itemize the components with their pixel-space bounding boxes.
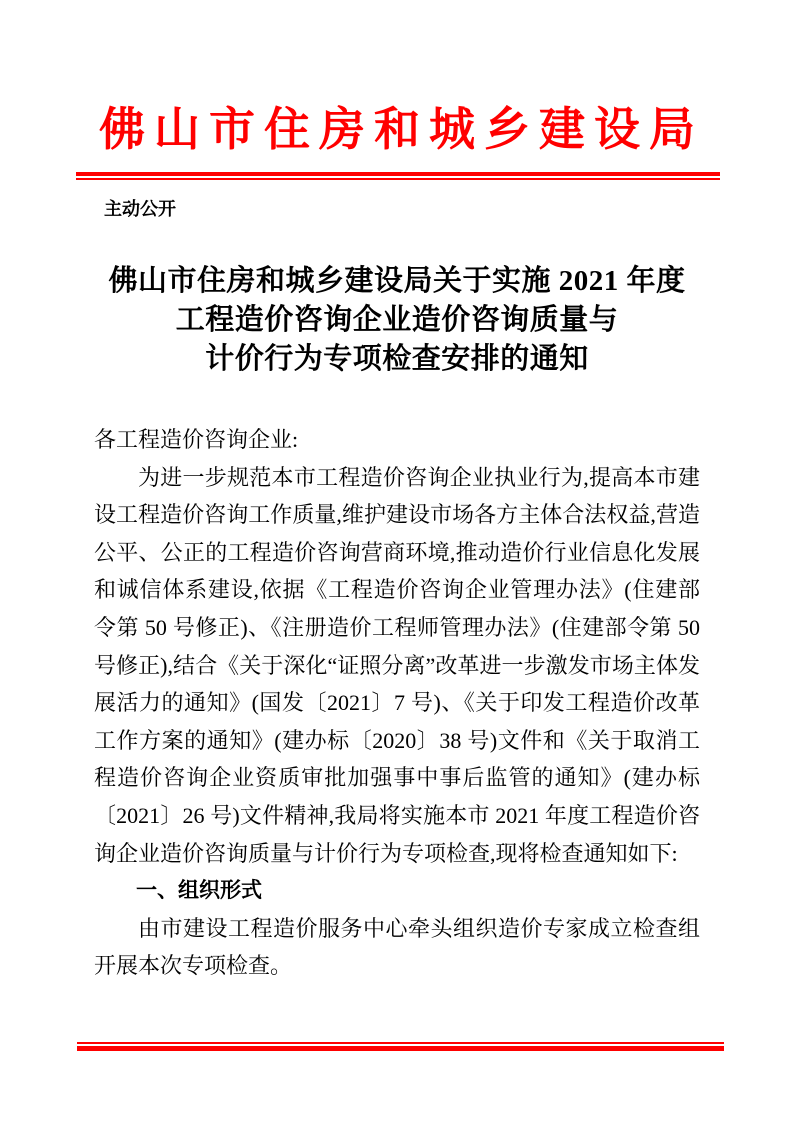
salutation: 各工程造价咨询企业: (94, 427, 299, 452)
footer-divider (77, 1042, 724, 1051)
document-title-line-1: 佛山市住房和城乡建设局关于实施 2021 年度 (108, 265, 686, 297)
section-1-paragraph: 由市建设工程造价服务中心牵头组织造价专家成立检查组开展本次专项检查。 (94, 915, 700, 979)
disclosure-label: 主动公开 (104, 199, 176, 220)
paragraph-intro: 为进一步规范本市工程造价咨询企业执业行为,提高本市建设工程造价咨询工作质量,维护建设市场各方主体合法权益,营造公平、公正的工程造价咨询营商环境,推动造价行业信息化发展和诚信体系建设,依据《工程造价咨询企业管理办法》(住建部令第 50 号修正)、《注册造价工程师管理办法》(住建部令第 50 号修正),结合《关于深化“证照分离”改革进一步激发市场主体发展活力的通知》(国发〔2021〕7 号)、《关于印发工程造价改革工作方案的通知》(建办标〔2020〕38 号)文件和《关于取消工程造价咨询企业资质审批加强事中事后监管的通知》(建办标〔2021〕26 号)文件精神,我局将实施本市 2021 年度工程造价咨询企业造价咨询质量与计价行为专项检查,现将检查通知如下: (94, 464, 700, 866)
letterhead-org-name: 佛山市住房和城乡建设局 (99, 104, 704, 155)
document-body (94, 421, 700, 985)
document-title-line-3: 计价行为专项检查安排的通知 (205, 343, 589, 375)
document-title (0, 262, 794, 379)
section-heading-1: 一、组织形式 (136, 878, 262, 903)
letterhead-divider-thin-bar (76, 178, 720, 180)
document-title-line-2: 工程造价咨询企业造价咨询质量与 (175, 304, 619, 336)
footer-divider-thick-bar (77, 1046, 724, 1051)
letterhead-divider (76, 172, 720, 180)
